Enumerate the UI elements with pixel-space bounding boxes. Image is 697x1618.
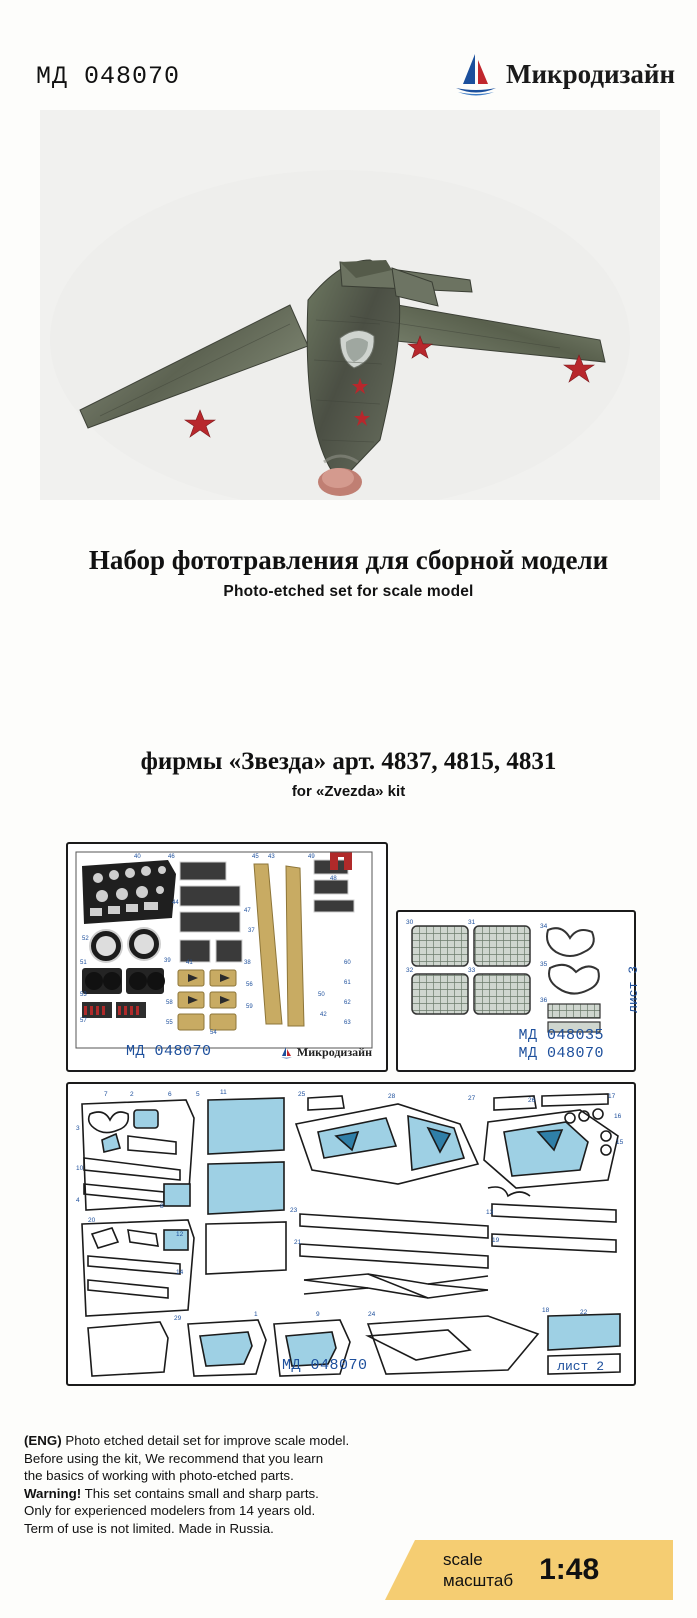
title-russian: Набор фототравления для сборной модели bbox=[88, 545, 609, 575]
svg-text:12: 12 bbox=[176, 1231, 184, 1238]
svg-text:16: 16 bbox=[614, 1113, 622, 1120]
footer-line-1 bbox=[24, 1432, 444, 1450]
svg-text:2: 2 bbox=[130, 1091, 134, 1098]
svg-text:17: 17 bbox=[608, 1093, 616, 1100]
svg-text:10: 10 bbox=[76, 1165, 84, 1172]
svg-text:48: 48 bbox=[330, 876, 337, 882]
svg-text:50: 50 bbox=[318, 992, 325, 998]
footer-line-6: Term of use is not limited. Made in Russia. bbox=[24, 1520, 274, 1536]
svg-text:6: 6 bbox=[168, 1091, 172, 1098]
svg-text:45: 45 bbox=[252, 854, 259, 860]
svg-text:63: 63 bbox=[344, 1020, 351, 1026]
svg-text:5: 5 bbox=[196, 1091, 200, 1098]
svg-text:29: 29 bbox=[174, 1315, 182, 1322]
fret-sheet-b bbox=[396, 910, 641, 1072]
kit-russian: фирмы «Звезда» арт. 4837, 4815, 4831 bbox=[140, 748, 557, 775]
fret-b-label-1: МД 048035 bbox=[518, 1027, 604, 1044]
footer-line-4 bbox=[24, 1485, 444, 1503]
fret-c-sheet: лист 2 bbox=[557, 1359, 604, 1374]
brand-block bbox=[454, 50, 675, 98]
svg-text:13: 13 bbox=[486, 1209, 494, 1216]
footer-warning-tag: Warning! bbox=[24, 1485, 82, 1501]
svg-text:28: 28 bbox=[388, 1093, 396, 1100]
fret-a-parts bbox=[68, 844, 382, 1066]
scale-words bbox=[443, 1549, 513, 1591]
fret-sheet-a bbox=[66, 842, 388, 1072]
svg-text:25: 25 bbox=[298, 1091, 306, 1098]
fret-c-parts bbox=[68, 1084, 630, 1380]
svg-text:58: 58 bbox=[166, 1000, 173, 1006]
kit-english: for «Zvezda» kit bbox=[291, 783, 406, 800]
fret-b-label-2: МД 048070 bbox=[518, 1045, 604, 1062]
svg-text:22: 22 bbox=[580, 1309, 588, 1316]
svg-text:21: 21 bbox=[294, 1239, 302, 1246]
svg-text:8: 8 bbox=[160, 1203, 164, 1210]
svg-text:56: 56 bbox=[246, 982, 253, 988]
svg-text:57: 57 bbox=[80, 1018, 87, 1024]
svg-text:46: 46 bbox=[168, 854, 175, 860]
svg-text:24: 24 bbox=[368, 1311, 376, 1318]
svg-text:53: 53 bbox=[80, 992, 87, 998]
brand-name: Микродизайн bbox=[505, 58, 675, 89]
svg-text:30: 30 bbox=[406, 919, 414, 926]
svg-text:7: 7 bbox=[104, 1091, 108, 1098]
svg-text:38: 38 bbox=[244, 960, 251, 966]
svg-text:42: 42 bbox=[320, 1012, 327, 1018]
title-english: Photo-etched set for scale model bbox=[223, 583, 474, 600]
svg-text:54: 54 bbox=[210, 1030, 217, 1036]
svg-text:1: 1 bbox=[254, 1311, 258, 1318]
fret-c-label: МД 048070 bbox=[282, 1357, 368, 1374]
product-code: МД 048070 bbox=[36, 62, 181, 91]
fret-a-brand-name: Микродизайн bbox=[296, 1045, 372, 1059]
svg-text:49: 49 bbox=[308, 854, 315, 860]
footer-line-2: Before using the kit, We recommend that you learn bbox=[24, 1450, 324, 1466]
svg-text:60: 60 bbox=[344, 960, 351, 966]
hero-photo bbox=[40, 110, 660, 500]
svg-text:14: 14 bbox=[176, 1269, 184, 1276]
svg-text:11: 11 bbox=[220, 1089, 227, 1096]
svg-text:32: 32 bbox=[406, 967, 414, 974]
svg-text:9: 9 bbox=[316, 1311, 320, 1318]
scale-value: 1:48 bbox=[539, 1553, 600, 1586]
svg-text:26: 26 bbox=[528, 1097, 536, 1104]
svg-text:20: 20 bbox=[88, 1217, 96, 1224]
sailboat-logo-icon bbox=[280, 1046, 293, 1060]
svg-text:31: 31 bbox=[468, 919, 476, 926]
svg-text:62: 62 bbox=[344, 1000, 351, 1006]
svg-text:19: 19 bbox=[492, 1237, 500, 1244]
svg-text:43: 43 bbox=[268, 854, 275, 860]
footer-text bbox=[24, 1432, 444, 1538]
svg-text:61: 61 bbox=[344, 980, 351, 986]
fret-b-sheet: лист 3 bbox=[626, 966, 641, 1013]
svg-text:55: 55 bbox=[166, 1020, 173, 1026]
svg-text:51: 51 bbox=[80, 960, 87, 966]
svg-text:23: 23 bbox=[290, 1207, 298, 1214]
svg-text:37: 37 bbox=[248, 928, 255, 934]
svg-text:18: 18 bbox=[542, 1307, 550, 1314]
footer-line-1-text: Photo etched detail set for improve scale model. bbox=[61, 1433, 350, 1448]
fret-sheet-c bbox=[66, 1082, 636, 1386]
svg-text:47: 47 bbox=[244, 908, 251, 914]
svg-text:40: 40 bbox=[134, 854, 141, 860]
svg-text:15: 15 bbox=[616, 1139, 624, 1146]
footer-eng-tag: (ENG) bbox=[24, 1433, 62, 1448]
footer-line-5: Only for experienced modelers from 14 years old. bbox=[24, 1503, 316, 1519]
fret-a-label: МД 048070 bbox=[126, 1043, 212, 1060]
svg-text:36: 36 bbox=[540, 997, 548, 1004]
fret-a-brand bbox=[280, 1045, 372, 1060]
svg-text:44: 44 bbox=[172, 900, 179, 906]
footer-line-4-text: This set contains small and sharp parts. bbox=[81, 1485, 319, 1501]
svg-text:41: 41 bbox=[186, 960, 193, 966]
footer-line-3: the basics of working with photo-etched parts. bbox=[24, 1468, 294, 1484]
svg-text:33: 33 bbox=[468, 967, 476, 974]
svg-text:59: 59 bbox=[246, 1004, 253, 1010]
svg-text:4: 4 bbox=[76, 1197, 80, 1204]
scale-word-ru: масштаб bbox=[443, 1571, 514, 1590]
sailboat-logo-icon bbox=[454, 50, 498, 98]
aircraft-illustration bbox=[40, 110, 660, 500]
svg-text:52: 52 bbox=[82, 936, 89, 942]
svg-text:3: 3 bbox=[76, 1125, 80, 1132]
svg-text:39: 39 bbox=[164, 958, 171, 964]
header bbox=[0, 28, 697, 98]
svg-text:34: 34 bbox=[540, 923, 548, 930]
svg-text:27: 27 bbox=[468, 1095, 476, 1102]
scale-badge bbox=[415, 1540, 673, 1600]
svg-text:35: 35 bbox=[540, 961, 548, 968]
scale-word-en: scale bbox=[443, 1550, 483, 1569]
